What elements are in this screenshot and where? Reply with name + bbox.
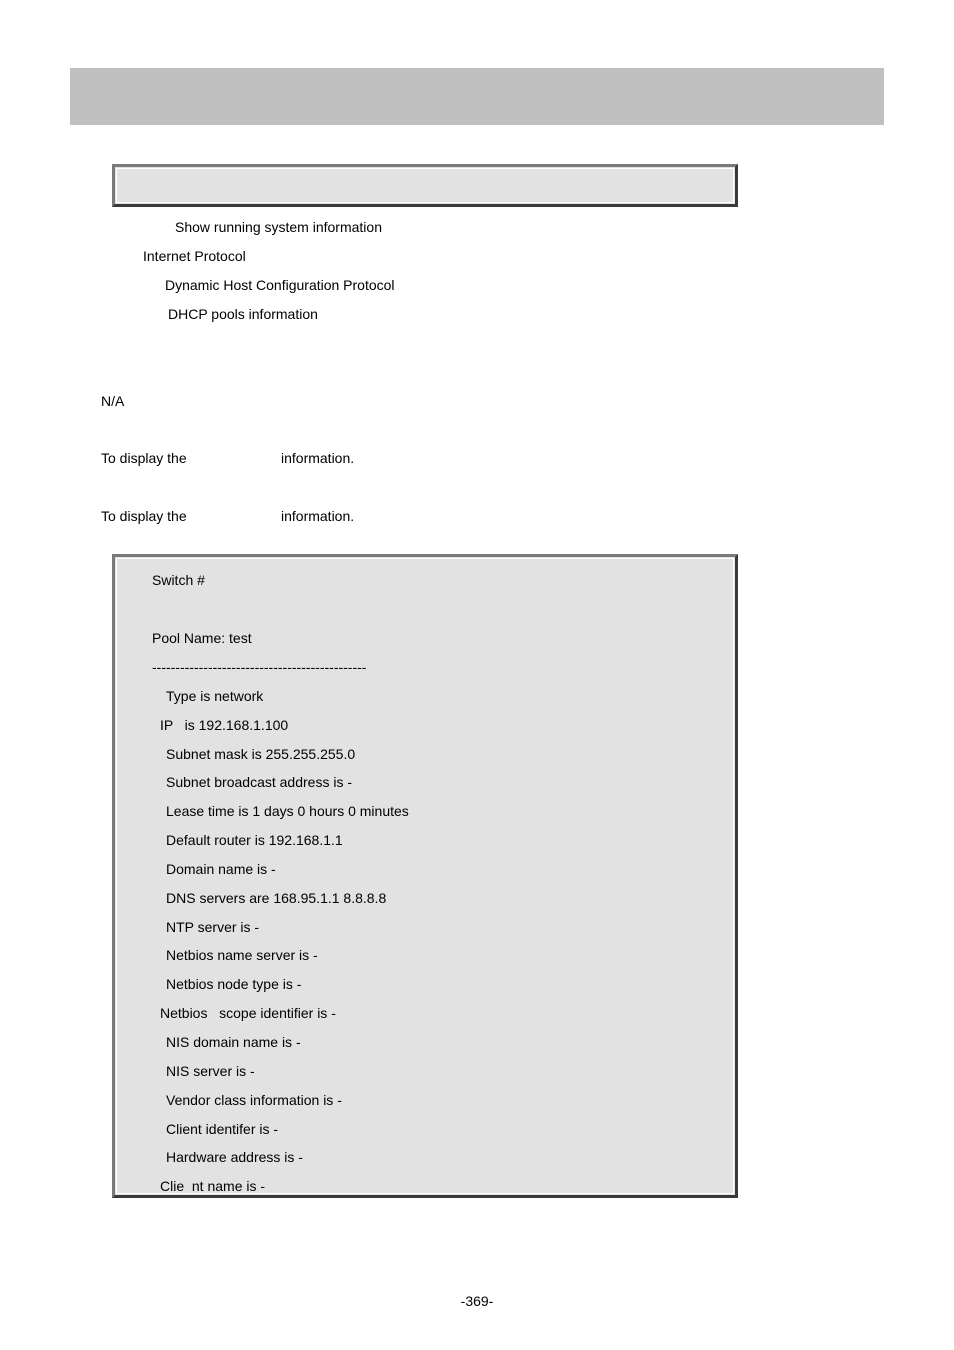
usage-guideline-suffix: information. — [281, 450, 355, 466]
output-line: Vendor class information is - — [166, 1092, 342, 1108]
param-desc-pool: DHCP pools information — [168, 306, 318, 322]
output-line: Clie nt name is - — [160, 1178, 266, 1194]
section-header-bar — [70, 68, 884, 125]
output-line: Client identifer is - — [166, 1121, 279, 1137]
example-intro-prefix: To display the — [101, 508, 187, 524]
output-line: Netbios node type is - — [166, 976, 302, 992]
output-line: Domain name is - — [166, 861, 276, 877]
param-desc-running: Show running system information — [175, 219, 382, 235]
output-line: Subnet mask is 255.255.255.0 — [166, 746, 356, 762]
output-line: Default router is 192.168.1.1 — [166, 832, 343, 848]
output-line: DNS servers are 168.95.1.1 8.8.8.8 — [166, 890, 387, 906]
param-desc-dhcp: Dynamic Host Configuration Protocol — [165, 277, 395, 293]
output-line: Netbios name server is - — [166, 947, 318, 963]
output-line: Pool Name: test — [152, 630, 252, 646]
output-line: Type is network — [166, 688, 264, 704]
page-number: -369- — [460, 1293, 494, 1309]
output-line: NIS domain name is - — [166, 1034, 301, 1050]
example-output-box — [112, 554, 738, 1198]
output-line: NIS server is - — [166, 1063, 255, 1079]
param-desc-ip: Internet Protocol — [143, 248, 246, 264]
example-intro-suffix: information. — [281, 508, 355, 524]
usage-guideline-prefix: To display the — [101, 450, 187, 466]
output-line: Subnet broadcast address is - — [166, 774, 352, 790]
output-line: NTP server is - — [166, 919, 260, 935]
cli-prompt: Switch # — [152, 572, 205, 588]
output-line: Lease time is 1 days 0 hours 0 minutes — [166, 803, 409, 819]
command-syntax-box — [112, 164, 738, 207]
default-value: N/A — [101, 393, 125, 409]
output-line: Netbios scope identifier is - — [160, 1005, 336, 1021]
output-line: IP is 192.168.1.100 — [160, 717, 289, 733]
output-separator: ---------------------------------------------- — [152, 659, 367, 675]
output-line: Hardware address is - — [166, 1149, 303, 1165]
